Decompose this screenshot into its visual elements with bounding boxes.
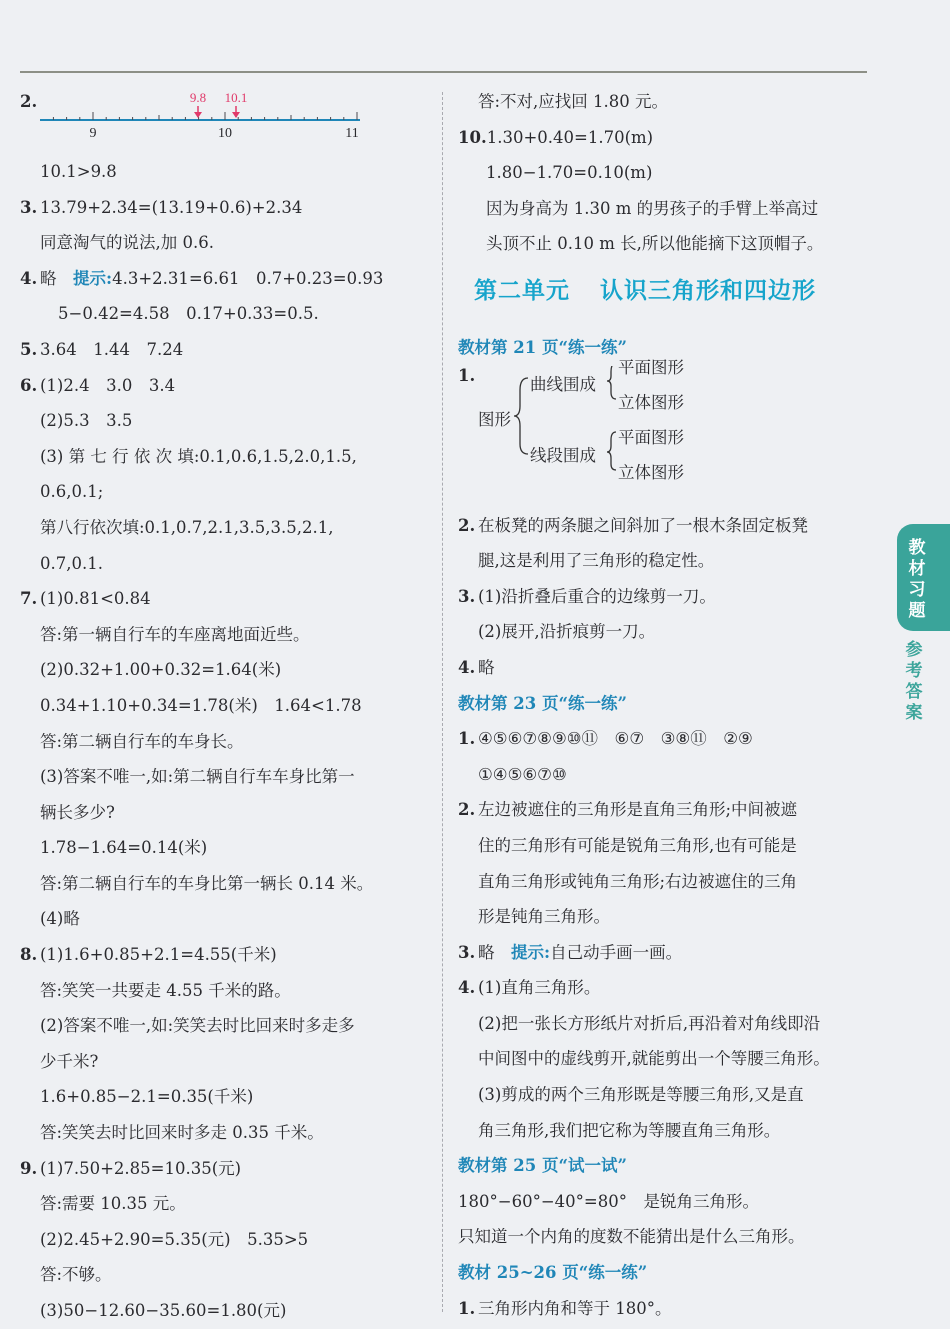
q5-line xyxy=(20,332,438,368)
right-column xyxy=(458,84,873,1326)
p23-q2d: 形是钝角三角形。 xyxy=(478,907,610,927)
q10-l2: 1.80−1.70=0.10(m) xyxy=(486,163,653,183)
p23-q4-line1 xyxy=(458,970,873,1006)
p23-q1a: ④⑤⑥⑦⑧⑨⑩⑪ ⑥⑦ ③⑧⑪ ②⑨ xyxy=(478,729,753,749)
q7-l1: (1)0.81<0.84 xyxy=(40,589,151,609)
p21-q2b: 腿,这是利用了三角形的稳定性。 xyxy=(478,551,715,571)
q7-l6: (3)答案不唯一,如:第二辆自行车车身比第一 xyxy=(40,767,355,787)
tab-reference-answers[interactable]: 参考答案 xyxy=(905,640,923,723)
q9-l5: (3)50−12.60−35.60=1.80(元) xyxy=(40,1301,287,1320)
q7-l7: 辆长多少? xyxy=(40,802,115,822)
q8-line1 xyxy=(20,937,438,973)
q7-line1 xyxy=(20,581,438,617)
q4-lue: 略 xyxy=(40,268,57,288)
tree-segment-plane: 平面图形 xyxy=(618,427,684,447)
tree-q1-number: 1. xyxy=(458,365,476,385)
q4-line1-rest: 4.3+2.31=6.61 0.7+0.23=0.93 xyxy=(112,268,384,288)
p23-q2-line1 xyxy=(458,792,873,828)
p21-q3b: (2)展开,沿折痕剪一刀。 xyxy=(478,622,656,642)
p23-q2c: 直角三角形或钝角三角形;右边被遮住的三角 xyxy=(478,871,798,891)
p23-q4d: (3)剪成的两个三角形既是等腰三角形,又是直 xyxy=(478,1085,804,1105)
q7-l5: 答:第二辆自行车的车身长。 xyxy=(40,731,244,751)
tree-curve: 曲线围成 xyxy=(530,374,596,394)
q5-text: 3.64 1.44 7.24 xyxy=(40,339,184,359)
q3-line2: 同意淘气的说法,加 0.6. xyxy=(40,233,214,253)
q9-l4: 答:不够。 xyxy=(40,1265,112,1285)
tick-11: 11 xyxy=(345,126,359,141)
shape-classification-tree xyxy=(458,357,873,508)
p21-q2-number: 2. xyxy=(458,515,476,535)
q7-l2: 答:第一辆自行车的车座离地面近些。 xyxy=(40,624,310,644)
section-heading-p23: 教材第 23 页“练一练” xyxy=(458,693,627,713)
p25-l1: 180°−60°−40°=80° 是锐角三角形。 xyxy=(458,1191,759,1211)
top-rule xyxy=(20,71,867,73)
q7-l4: 0.34+1.10+0.34=1.78(米) 1.64<1.78 xyxy=(40,695,362,715)
tab-textbook-exercises[interactable] xyxy=(897,524,950,631)
p23-q3-lue: 略 xyxy=(478,942,495,962)
q9-line1 xyxy=(20,1151,438,1187)
p21-q4-line xyxy=(458,650,873,686)
tick-10: 10 xyxy=(218,126,232,141)
q4-line1 xyxy=(20,261,438,297)
p25-26-q1-number: 1. xyxy=(458,1298,476,1318)
tree-root: 图形 xyxy=(478,409,511,429)
q8-l6: 答:笑笑去时比回来时多走 0.35 千米。 xyxy=(40,1123,324,1143)
q8-l4: 少千米? xyxy=(40,1051,99,1071)
q10-line1 xyxy=(458,120,873,156)
q3-number: 3. xyxy=(20,197,38,217)
q6-p3c: 第八行依次填:0.1,0.7,2.1,3.5,3.5,2.1, xyxy=(40,517,334,537)
p23-q4e: 角三角形,我们把它称为等腰直角三角形。 xyxy=(478,1120,781,1140)
p23-q2b: 住的三角形有可能是锐角三角形,也有可能是 xyxy=(478,835,797,855)
p23-q1-number: 1. xyxy=(458,729,476,749)
q6-p3b: 0.6,0.1; xyxy=(40,482,104,502)
unit-heading xyxy=(458,262,873,330)
marker-9.8: 9.8 xyxy=(189,90,207,105)
q6-p3a: (3) 第 七 行 依 次 填:0.1,0.6,1.5,2.0,1.5, xyxy=(40,446,357,466)
q8-number: 8. xyxy=(20,945,38,965)
p23-q2a: 左边被遮住的三角形是直角三角形;中间被遮 xyxy=(478,800,798,820)
tab-textbook-exercises-label: 教材习题 xyxy=(908,538,926,621)
p21-q3-number: 3. xyxy=(458,586,476,606)
p25-26-q1: 三角形内角和等于 180°。 xyxy=(478,1298,672,1318)
marker-10.1: 10.1 xyxy=(224,90,248,105)
tick-9: 9 xyxy=(89,126,97,141)
q8-l2: 答:笑笑一共要走 4.55 千米的路。 xyxy=(40,980,291,1000)
q7-number: 7. xyxy=(20,589,38,609)
q9-number: 9. xyxy=(20,1158,38,1178)
q2-number-line-row xyxy=(20,84,438,154)
unit-name: 认识三角形和四边形 xyxy=(600,277,816,304)
q10-l3: 因为身高为 1.30 m 的男孩子的手臂上举高过 xyxy=(486,198,819,218)
q9-l2: 答:需要 10.35 元。 xyxy=(40,1194,186,1214)
p23-q4a: (1)直角三角形。 xyxy=(478,978,601,998)
unit-number: 第二单元 xyxy=(474,277,570,304)
q4-hint-label: 提示: xyxy=(73,268,113,288)
section-heading-p21: 教材第 21 页“练一练” xyxy=(458,337,627,357)
q3-text: 13.79+2.34=(13.19+0.6)+2.34 xyxy=(40,197,303,217)
tree-segment-solid: 立体图形 xyxy=(618,462,684,482)
left-column xyxy=(20,84,438,1329)
q8-l1: (1)1.6+0.85+2.1=4.55(千米) xyxy=(40,945,277,965)
q6-p1: (1)2.4 3.0 3.4 xyxy=(40,375,176,395)
q6-p3d: 0.7,0.1. xyxy=(40,553,103,573)
q8-l5: 1.6+0.85−2.1=0.35(千米) xyxy=(40,1087,254,1107)
p23-q3-rest: 自己动手画一画。 xyxy=(550,942,683,962)
q7-l8: 1.78−1.64=0.14(米) xyxy=(40,838,208,858)
p25-l2: 只知道一个内角的度数不能猜出是什么三角形。 xyxy=(458,1227,805,1247)
p23-q2-number: 2. xyxy=(458,800,476,820)
p21-q2-line1 xyxy=(458,508,873,544)
p23-q1-line1 xyxy=(458,721,873,757)
p23-q4-number: 4. xyxy=(458,978,476,998)
q3-line1 xyxy=(20,190,438,226)
p21-q4: 略 xyxy=(478,657,495,677)
p23-q4b: (2)把一张长方形纸片对折后,再沿着对角线即沿 xyxy=(478,1013,821,1033)
q2-number: 2. xyxy=(20,92,38,111)
q6-p2: (2)5.3 3.5 xyxy=(40,411,133,431)
q7-l3: (2)0.32+1.00+0.32=1.64(米) xyxy=(40,660,282,680)
p21-q3-line1 xyxy=(458,579,873,615)
q7-l9: 答:第二辆自行车的车身比第一辆长 0.14 米。 xyxy=(40,873,374,893)
p23-q4c: 中间图中的虚线剪开,就能剪出一个等腰三角形。 xyxy=(478,1049,830,1069)
p21-q4-number: 4. xyxy=(458,657,476,677)
q2-compare: 10.1>9.8 xyxy=(40,162,117,181)
q7-l10: (4)略 xyxy=(40,909,80,929)
section-heading-p25: 教材第 25 页“试一试” xyxy=(458,1156,627,1176)
q8-l3: (2)答案不唯一,如:笑笑去时比回来时多走多 xyxy=(40,1016,355,1036)
tree-segment: 线段围成 xyxy=(530,445,596,465)
p23-q1b: ①④⑤⑥⑦⑩ xyxy=(478,764,567,784)
q10-l4: 头顶不止 0.10 m 长,所以他能摘下这顶帽子。 xyxy=(486,234,824,254)
p23-q3-hint: 提示: xyxy=(511,942,551,962)
tree-curve-solid: 立体图形 xyxy=(618,392,684,412)
q4-number: 4. xyxy=(20,268,38,288)
section-heading-p25-26: 教材 25~26 页“练一练” xyxy=(458,1263,648,1283)
p21-q3a: (1)沿折叠后重合的边缘剪一刀。 xyxy=(478,586,716,606)
q10-l1: 1.30+0.40=1.70(m) xyxy=(486,127,654,147)
p23-q3-number: 3. xyxy=(458,942,476,962)
column-divider xyxy=(442,92,443,1312)
q10-number: 10. xyxy=(458,127,487,147)
r1-answer: 答:不对,应找回 1.80 元。 xyxy=(478,92,669,111)
tree-braces xyxy=(458,366,628,508)
q6-number: 6. xyxy=(20,375,38,395)
tree-curve-plane: 平面图形 xyxy=(618,357,684,377)
q6-line1 xyxy=(20,368,438,404)
unit-title xyxy=(474,272,816,305)
q4-line2: 5−0.42=4.58 0.17+0.33=0.5. xyxy=(58,304,319,324)
q9-l3: (2)2.45+2.90=5.35(元) 5.35>5 xyxy=(40,1229,309,1249)
p21-q2a: 在板凳的两条腿之间斜加了一根木条固定板凳 xyxy=(478,515,808,535)
q9-l1: (1)7.50+2.85=10.35(元) xyxy=(40,1158,242,1178)
number-line xyxy=(38,84,378,144)
p23-q3-line xyxy=(458,935,873,971)
q5-number: 5. xyxy=(20,339,38,359)
